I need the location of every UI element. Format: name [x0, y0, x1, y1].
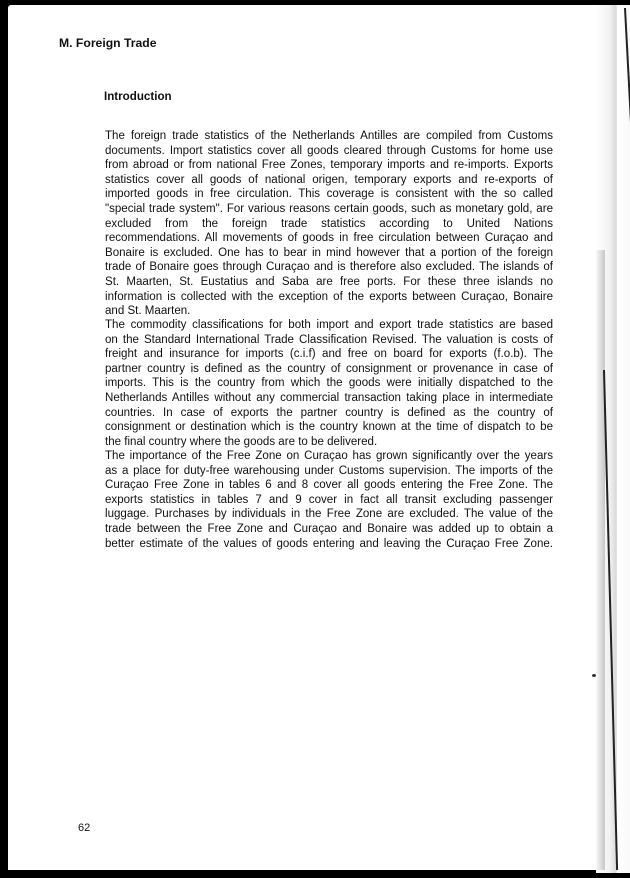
page-curl-shadow — [595, 250, 605, 870]
page-number: 62 — [78, 822, 91, 834]
text-line: recommendations. All movements of goods in free circulation between Curaçao and — [105, 232, 553, 245]
text-line: The commodity classifications for both import and export trade statistics are based — [105, 319, 553, 331]
text-line: the final country where the goods are to be delivered. — [105, 435, 378, 448]
text-line: The importance of the Free Zone on Curaçao has grown significantly over the years — [105, 450, 553, 462]
section-title: M. Foreign Trade — [59, 36, 157, 50]
scan-speck — [592, 674, 596, 677]
text-line: Bonaire is excluded. One has to bear in mind however that a portion of the foreign — [105, 246, 553, 259]
text-line: statistics cover all goods of national origen, temporary exports and re-exports of — [105, 173, 553, 186]
text-line: partner country is defined as the country of consignment or provenance in case of — [105, 362, 553, 375]
paragraph-1 — [105, 129, 553, 319]
text-line: trade between the Free Zone and Curaçao and Bonaire was added up to obtain a — [105, 522, 553, 535]
paragraph-3 — [105, 449, 553, 551]
text-line: Netherlands Antilles without any commercial transaction taking place in intermediate — [105, 391, 553, 404]
text-line: luggage. Purchases by individuals in the Free Zone are excluded. The value of the — [105, 508, 553, 521]
text-line: freight and insurance for imports (c.i.f) and free on board for exports (f.o.b). The — [105, 348, 553, 361]
text-line: imported goods in free circulation. This coverage is consistent with the so called — [105, 188, 553, 201]
text-line: on the Standard International Trade Classification Revised. The valuation is costs of — [105, 333, 553, 346]
text-line: "special trade system". For various reasons certain goods, such as monetary gold, are — [105, 202, 553, 215]
text-line: consignment or destination which is the country known at the time of dispatch to be — [105, 421, 553, 434]
text-line: The foreign trade statistics of the Netherlands Antilles are compiled from Customs — [105, 130, 553, 142]
text-line: from abroad or from national Free Zones, temporary imports and re-imports. Exports — [105, 159, 553, 172]
text-line: trade of Bonaire goes through Curaçao and is therefore also excluded. The islands of — [105, 261, 553, 274]
text-line: as a place for duty-free warehousing under Customs supervision. The imports of the — [105, 464, 553, 477]
text-line: imports. This is the country from which the goods were initially dispatched to the — [105, 377, 553, 390]
text-line: and St. Maarten. — [105, 305, 191, 318]
text-line: better estimate of the values of goods entering and leaving the Curaçao Free Zone. — [105, 537, 553, 550]
text-line: countries. In case of exports the partner country is defined as the country of — [105, 406, 553, 419]
subheading: Introduction — [104, 90, 172, 103]
text-line: exports statistics in tables 7 and 9 cover in fact all transit excluding passenger — [105, 493, 553, 506]
text-line: Curaçao Free Zone in tables 6 and 8 cover all goods entering the Free Zone. The — [105, 479, 553, 492]
text-line: excluded from the foreign trade statistics according to United Nations — [105, 217, 553, 230]
text-line: documents. Import statistics cover all goods cleared through Customs for home use — [105, 144, 553, 157]
paragraph-2 — [105, 318, 553, 449]
text-line: St. Maarten, St. Eustatius and Saba are free ports. For these three islands no — [105, 275, 553, 288]
text-line: information is collected with the exception of the exports between Curaçao, Bonaire — [105, 290, 553, 303]
